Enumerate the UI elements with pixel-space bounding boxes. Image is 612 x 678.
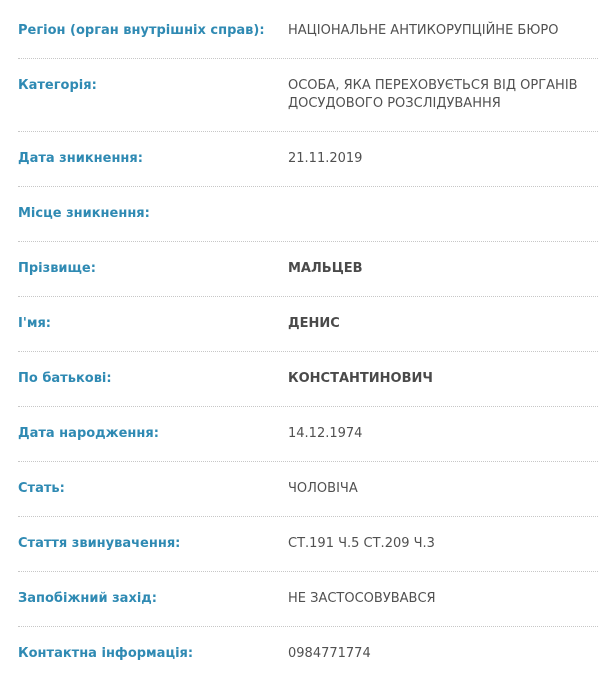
- field-label-sex: Стать:: [18, 481, 65, 496]
- row-divider: [18, 131, 598, 132]
- field-value-region: НАЦІОНАЛЬНЕ АНТИКОРУПЦІЙНЕ БЮРО: [288, 23, 559, 38]
- row-divider: [18, 186, 598, 187]
- row-divider: [18, 351, 598, 352]
- field-label-category: Категорія:: [18, 78, 97, 93]
- row-divider: [18, 571, 598, 572]
- field-value-contact-info: 0984771774: [288, 646, 371, 661]
- field-value-charge-article: СТ.191 Ч.5 СТ.209 Ч.3: [288, 536, 435, 551]
- field-label-first-name: І'мя:: [18, 316, 51, 331]
- field-value-birth-date: 14.12.1974: [288, 426, 363, 441]
- field-label-disappearance-date: Дата зникнення:: [18, 151, 143, 166]
- row-divider: [18, 516, 598, 517]
- field-value-patronymic: КОНСТАНТИНОВИЧ: [288, 371, 433, 386]
- field-value-sex: ЧОЛОВІЧА: [288, 481, 358, 496]
- row-divider: [18, 461, 598, 462]
- field-label-patronymic: По батькові:: [18, 371, 112, 386]
- field-label-birth-date: Дата народження:: [18, 426, 159, 441]
- row-divider: [18, 406, 598, 407]
- field-label-region: Регіон (орган внутрішніх справ):: [18, 23, 265, 38]
- field-value-disappearance-date: 21.11.2019: [288, 151, 363, 166]
- field-value-preventive-measure: НЕ ЗАСТОСОВУВАВСЯ: [288, 591, 436, 606]
- field-label-preventive-measure: Запобіжний захід:: [18, 591, 157, 606]
- field-label-surname: Прізвище:: [18, 261, 96, 276]
- row-divider: [18, 626, 598, 627]
- row-divider: [18, 241, 598, 242]
- field-value-surname: МАЛЬЦЕВ: [288, 261, 363, 276]
- field-value-first-name: ДЕНИС: [288, 316, 340, 331]
- field-label-charge-article: Стаття звинувачення:: [18, 536, 181, 551]
- row-divider: [18, 296, 598, 297]
- field-value-category: ОСОБА, ЯКА ПЕРЕХОВУЄТЬСЯ ВІД ОРГАНІВ ДОСУДОВОГО РОЗСЛІДУВАННЯ: [288, 78, 578, 111]
- row-divider: [18, 58, 598, 59]
- field-label-disappearance-place: Місце зникнення:: [18, 206, 150, 221]
- field-label-contact-info: Контактна інформація:: [18, 646, 194, 661]
